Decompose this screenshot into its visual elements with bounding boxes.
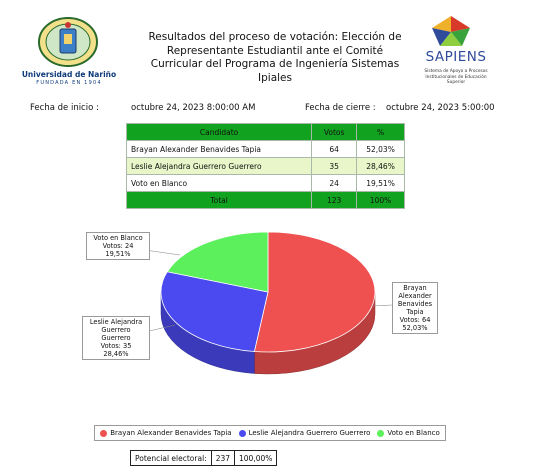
callout-line: Brayan: [403, 284, 427, 292]
candidate-name: Brayan Alexander Benavides Tapia: [127, 141, 312, 158]
legend-color-dot: [239, 430, 246, 437]
sapiens-name: SAPIENS: [425, 49, 487, 65]
legend-label: Voto en Blanco: [387, 429, 440, 437]
callout-line: Voto en Blanco: [93, 234, 143, 242]
potencial-label: Potencial electoral:: [131, 451, 212, 466]
callout-line: 19,51%: [105, 250, 131, 258]
legend-label: Brayan Alexander Benavides Tapia: [110, 429, 232, 437]
university-tagline: FUNDADA EN 1904: [36, 80, 102, 86]
university-name: Universidad de Nariño: [21, 70, 117, 79]
sapiens-tagline-line: Institucionales de Educación Superior: [425, 74, 487, 85]
start-date-label: Fecha de inicio :: [30, 103, 99, 113]
candidate-percent: 28,46%: [357, 158, 405, 175]
callout-line: Tapia: [406, 308, 424, 316]
candidate-name: Voto en Blanco: [127, 175, 312, 192]
candidate-votes: 35: [312, 158, 357, 175]
potencial-percent: 100,00%: [235, 451, 277, 466]
candidate-percent: 19,51%: [357, 175, 405, 192]
callout-line: Votos: 64: [399, 316, 431, 324]
callout-line: Leslie Alejandra: [89, 318, 143, 326]
legend-label: Leslie Alejandra Guerrero Guerrero: [248, 429, 371, 437]
chart-legend: [94, 425, 446, 441]
title-line: Curricular del Programa de Ingeniería Sistemas: [150, 58, 400, 70]
callout-leslie: [82, 316, 150, 360]
potencial-value: 237: [211, 451, 234, 466]
sapiens-tagline-line: Sistema de Apoyo a Procesos: [424, 69, 488, 74]
header-percent: %: [357, 124, 405, 141]
header-votos: Votos: [312, 124, 357, 141]
start-date-value: octubre 24, 2023 8:00:00 AM: [131, 103, 256, 113]
callout-line: Votos: 24: [102, 242, 134, 250]
callout-line: Guerrero: [101, 326, 131, 334]
callout-line: Benavides: [397, 300, 433, 308]
callout-line: Guerrero: [101, 334, 131, 342]
total-votes: 123: [312, 192, 357, 209]
legend-color-dot: [100, 430, 107, 437]
title-line: Resultados del proceso de votación: Elección de: [148, 31, 402, 43]
callout-blanco: [86, 232, 150, 260]
candidate-votes: 24: [312, 175, 357, 192]
callout-line: Votos: 35: [100, 342, 132, 350]
callout-line: 28,46%: [103, 350, 129, 358]
total-label: Total: [127, 192, 312, 209]
end-date-value: octubre 24, 2023 5:00:00: [386, 103, 495, 113]
total-percent: 100%: [357, 192, 405, 209]
legend-color-dot: [377, 430, 384, 437]
legend-item: [377, 429, 439, 437]
end-date-label: Fecha de cierre :: [305, 103, 376, 113]
candidate-name: Leslie Alejandra Guerrero Guerrero: [127, 158, 312, 175]
callout-brayan: [392, 282, 438, 334]
title-line: Representante Estudiantil ante el Comité: [166, 44, 384, 57]
callout-line: Alexander: [398, 292, 432, 300]
header-candidato: Candidato: [127, 124, 312, 141]
candidate-votes: 64: [312, 141, 357, 158]
callout-line: 52,03%: [402, 324, 428, 332]
candidate-percent: 52,03%: [357, 141, 405, 158]
legend-item: [239, 429, 371, 437]
potencial-electoral-table: [130, 450, 277, 466]
title-line: Ipiales: [258, 71, 292, 84]
callout-leader-line: [145, 250, 180, 255]
legend-item: [100, 429, 231, 437]
